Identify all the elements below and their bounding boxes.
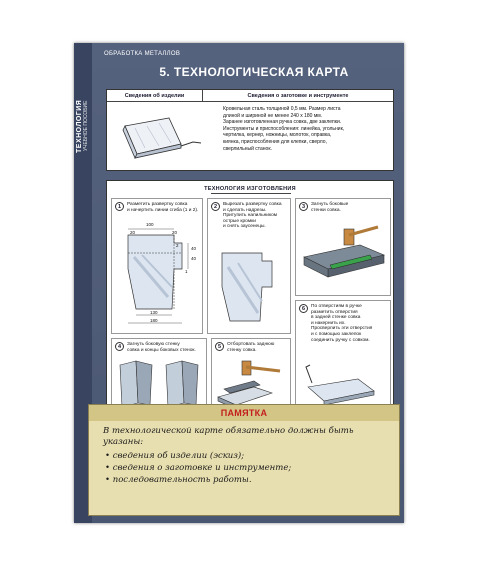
info-table-header — [107, 90, 393, 102]
step-5 — [211, 338, 291, 412]
step-line: и накернить их. — [311, 320, 346, 326]
dim-40a: 40 — [191, 246, 197, 251]
technology-block — [106, 180, 394, 416]
step-line: стенку совка. — [227, 347, 257, 353]
memo-item: • последовательность работы. — [105, 474, 291, 486]
dim-130: 130 — [150, 310, 158, 315]
info-line: сверлильный станок. — [223, 145, 272, 152]
side-text — [76, 51, 90, 201]
step-line: Вырезать развертку совка — [223, 202, 282, 207]
step-number: 3 — [299, 202, 308, 211]
step-line: Отбортовать заднюю — [227, 342, 275, 347]
step-line: Просверлить эти отверстия — [311, 326, 373, 332]
info-line: Заранее изготовленная ручка совка, две заклепки. — [223, 119, 342, 126]
step-2 — [207, 198, 291, 334]
rivet-handle-drawing — [302, 361, 386, 407]
title-underline — [211, 193, 291, 194]
step-number: 1 — [115, 202, 124, 211]
step-line: стенки совка. — [311, 207, 341, 213]
step-line: Притупить напильником — [223, 213, 278, 219]
step-line: и с помощью заклепок — [311, 331, 362, 337]
bend-end-drawing — [116, 357, 204, 409]
technology-title: ТЕХНОЛОГИЯ ИЗГОТОВЛЕНИЯ — [204, 186, 296, 192]
memo-intro: В технологической карте обязательно должны быть указаны: — [103, 426, 354, 447]
step-number: 5 — [215, 342, 224, 351]
info-table — [106, 89, 394, 171]
poster — [74, 43, 404, 523]
step-4 — [111, 338, 207, 412]
step-line: острые кромки — [223, 218, 256, 224]
memo-title: ПАМЯТКА — [220, 408, 268, 418]
step-line: совка и концы боковых стенок. — [127, 347, 196, 353]
step-1 — [111, 198, 203, 334]
step-number: 4 — [115, 342, 124, 351]
dim-20: 20 — [130, 230, 136, 235]
step-text — [227, 342, 274, 353]
pattern-drawing — [114, 217, 202, 333]
info-line: чертилка, кернер, ножницы, молоток, оправка, — [223, 132, 332, 139]
memo-list — [105, 450, 291, 486]
dim-20b: 20 — [172, 230, 178, 235]
step-text — [127, 342, 196, 353]
info-col-product: Сведения об изделии — [107, 90, 203, 101]
info-col-blank: Сведения о заготовке и инструменте — [247, 92, 349, 99]
scoop-sketch — [115, 108, 205, 160]
step-text — [127, 202, 198, 213]
fold-line-1: 1 — [185, 269, 188, 274]
section-label: ОБРАБОТКА МЕТАЛЛОВ — [104, 51, 181, 57]
memo-item: • сведения об изделии (эскиз); — [105, 450, 291, 462]
info-line: Кровельная сталь толщиной 0,5 мм. Размер листа — [223, 106, 341, 112]
step-line: По отверстиям в ручке — [311, 304, 362, 309]
fold-line-2: 2 — [176, 243, 179, 248]
page-title: 5. ТЕХНОЛОГИЧЕСКАЯ КАРТА — [159, 65, 349, 79]
memo-item: • сведения о заготовке и инструменте; — [105, 462, 291, 474]
side-main-label: ТЕХНОЛОГИЯ — [76, 99, 83, 153]
step-number: 6 — [299, 304, 308, 313]
step-line: разметить отверстия — [311, 309, 358, 315]
dim-180: 180 — [150, 318, 158, 323]
info-line: киянка, приспособления для клепки, сверло, — [223, 138, 327, 145]
step-line: Разметить развертку совка — [127, 202, 188, 207]
step-line: и снять заусенецы. — [223, 224, 266, 230]
memo-block — [88, 404, 400, 516]
step-3 — [295, 198, 391, 296]
side-sub-label: УЧЕБНОЕ ПОСОБИЕ — [83, 100, 89, 152]
step-line: Загнуть боковую стенку — [127, 342, 180, 347]
cut-blank-drawing — [214, 247, 286, 331]
step-6 — [295, 300, 391, 412]
step-number: 2 — [211, 202, 220, 211]
step-line: в задней стенке совка — [311, 315, 361, 321]
step-text — [223, 202, 282, 230]
step-line: и сделать надрезы. — [223, 207, 267, 213]
step-line: Загнуть боковые — [311, 202, 349, 207]
step-line: соединить ручку с совком. — [311, 337, 370, 343]
info-line: Инструменты и приспособления: линейка, угольник, — [223, 125, 345, 132]
info-text — [223, 106, 391, 152]
step-line: и начертить линии сгиба (1 и 2). — [127, 207, 199, 213]
info-table-body — [107, 102, 393, 170]
dim-100: 100 — [146, 222, 154, 227]
step-text — [311, 202, 348, 213]
dim-40b: 40 — [191, 256, 197, 261]
bend-sides-drawing — [300, 221, 388, 293]
step-text — [311, 304, 372, 343]
info-line: длиной и шириной не менее 240 х 180 мм. — [223, 112, 323, 119]
flange-drawing — [214, 357, 290, 411]
